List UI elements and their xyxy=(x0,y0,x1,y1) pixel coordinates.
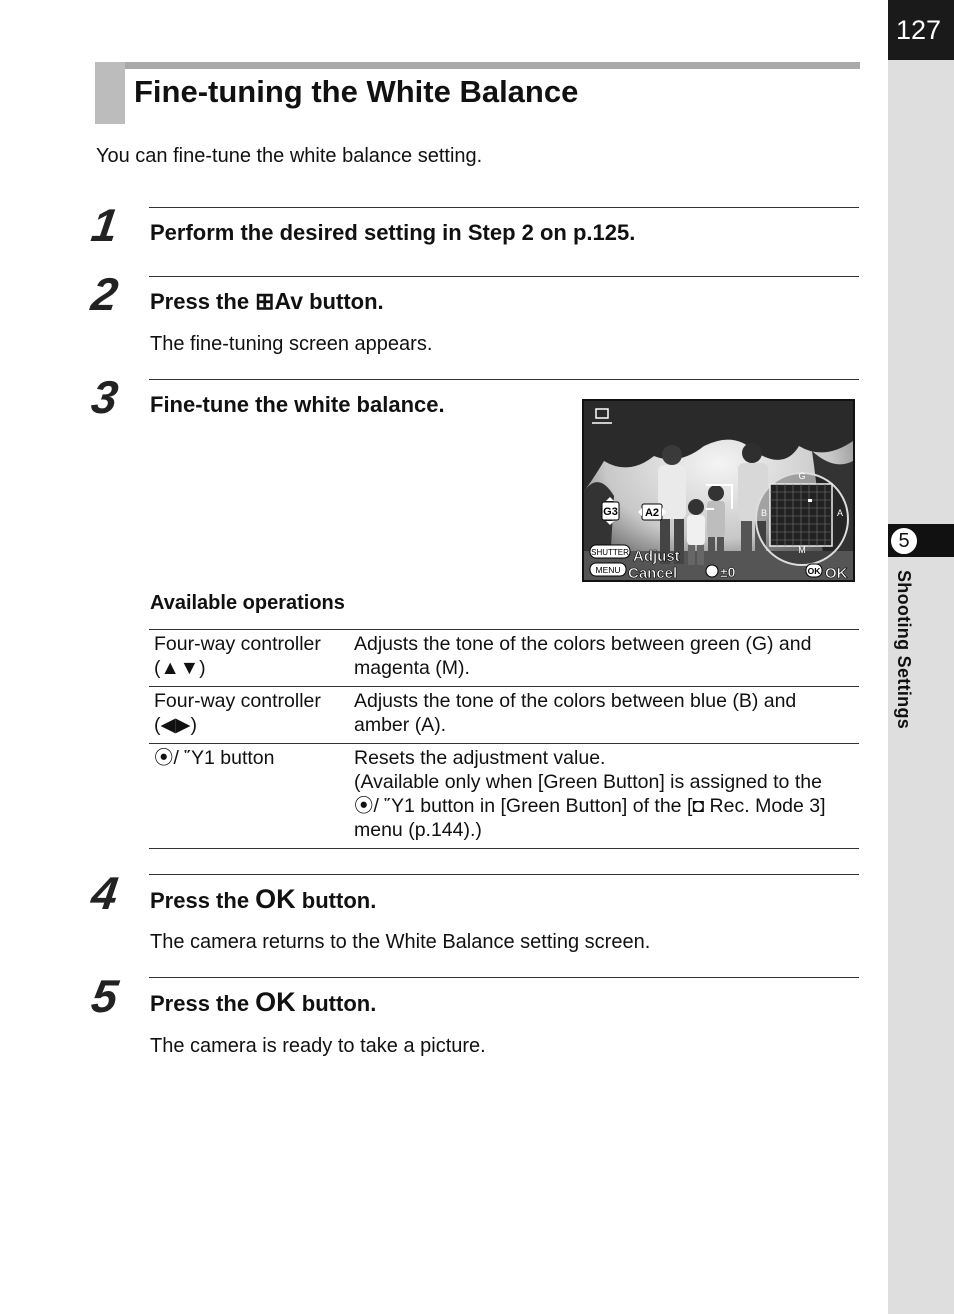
step-3-rule xyxy=(149,379,859,380)
description-line: amber (A). xyxy=(354,714,447,736)
table-row xyxy=(149,687,859,744)
ok-label: OK xyxy=(825,565,848,580)
step-5-heading-pre: Press the xyxy=(150,991,256,1016)
description-cell xyxy=(349,630,859,687)
operations-table xyxy=(149,629,859,849)
axis-right-label: A xyxy=(836,508,844,518)
adjust-position-marker xyxy=(808,499,812,502)
step-2-heading-post: button. xyxy=(303,289,384,314)
chapter-title: Shooting Settings xyxy=(894,570,914,730)
left-right-arrows-icon: (◀▶) xyxy=(154,714,197,736)
table-row xyxy=(149,744,859,849)
step-2-heading xyxy=(150,288,384,315)
description-cell xyxy=(349,687,859,744)
operations-title: Available operations xyxy=(150,592,345,614)
description-line: Adjusts the tone of the colors between green (G) and xyxy=(354,633,812,655)
green-delete-button-text: ⦿/ Ὕ1 button xyxy=(154,747,275,769)
title-rule xyxy=(95,62,860,69)
step-3-heading: Fine-tune the white balance. xyxy=(150,392,445,417)
description-line: (Available only when [Green Button] is assigned to the xyxy=(354,771,822,793)
adjust-label: Adjust xyxy=(633,548,680,565)
fine-tune-screen-illustration xyxy=(584,401,853,580)
a-value: A2 xyxy=(644,507,660,519)
control-text: Four-way controller xyxy=(154,690,321,712)
ok-button-icon: OK xyxy=(255,987,296,1017)
table-row xyxy=(149,630,859,687)
page-title: Fine-tuning the White Balance xyxy=(134,74,579,109)
step-4-number: 4 xyxy=(88,867,122,919)
step-5-heading xyxy=(150,987,376,1018)
step-4-heading xyxy=(150,884,376,915)
step-4-rule xyxy=(149,874,859,875)
title-marker xyxy=(95,62,125,124)
step-3-number: 3 xyxy=(88,371,122,423)
control-text: Four-way controller xyxy=(154,633,321,655)
chapter-number: 5 xyxy=(890,527,918,555)
ok-button-icon: OK xyxy=(255,884,296,914)
step-2-heading-pre: Press the xyxy=(150,289,256,314)
axis-left-label: B xyxy=(760,508,768,518)
step-5-heading-post: button. xyxy=(295,991,377,1016)
step-5-rule xyxy=(149,977,859,978)
page-number: 127 xyxy=(888,0,954,60)
intro-text: You can fine-tune the white balance setting. xyxy=(96,145,483,167)
exposure-comp-icon: ⊞Av xyxy=(255,288,303,314)
axis-bottom-label: M xyxy=(798,545,806,555)
menu-label: MENU xyxy=(595,565,621,575)
description-cell xyxy=(349,744,859,849)
cancel-label: Cancel xyxy=(628,565,678,580)
reset-label: ±0 xyxy=(720,564,736,580)
step-2-number: 2 xyxy=(88,268,122,320)
control-cell xyxy=(149,744,349,849)
step-4-heading-post: button. xyxy=(295,888,377,913)
up-down-arrows-icon: (▲▼) xyxy=(154,657,206,679)
green-button-icon xyxy=(706,565,718,577)
description-line: magenta (M). xyxy=(354,657,470,679)
step-1-number: 1 xyxy=(88,199,122,251)
step-2-body: The fine-tuning screen appears. xyxy=(150,333,433,355)
g-value: G3 xyxy=(603,506,618,518)
control-cell xyxy=(149,630,349,687)
ok-badge: OK xyxy=(807,566,821,576)
step-1-heading: Perform the desired setting in Step 2 on p.125. xyxy=(150,220,636,245)
control-cell xyxy=(149,687,349,744)
shutter-label: SHUTTER xyxy=(591,548,629,557)
axis-top-label: G xyxy=(798,471,806,481)
step-2-rule xyxy=(149,276,859,277)
step-4-heading-pre: Press the xyxy=(150,888,256,913)
description-line: Adjusts the tone of the colors between blue (B) and xyxy=(354,690,797,712)
step-5-number: 5 xyxy=(88,970,122,1022)
description-line: menu (p.144).) xyxy=(354,819,482,841)
camera-lcd-screen xyxy=(582,399,855,582)
step-5-body: The camera is ready to take a picture. xyxy=(150,1035,486,1057)
step-4-body: The camera returns to the White Balance setting screen. xyxy=(150,931,651,953)
description-line: Resets the adjustment value. xyxy=(354,747,606,769)
step-1-rule xyxy=(149,207,859,208)
description-line: ⦿/ Ὕ1 button in [Green Button] of the [◘ Rec. Mode 3] xyxy=(354,795,826,817)
